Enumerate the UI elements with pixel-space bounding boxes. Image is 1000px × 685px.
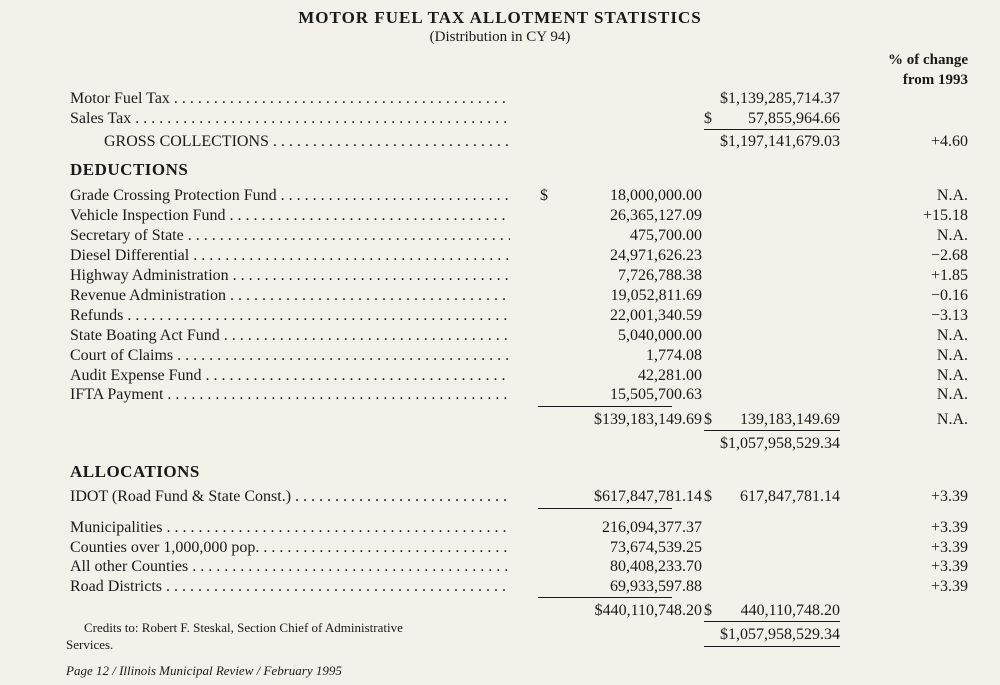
credits-line2: Services. — [66, 637, 114, 652]
row-amount: 7,726,788.38 — [618, 267, 702, 284]
row-label: Court of Claims . . . — [70, 346, 510, 366]
row-amount: $1,139,285,714.37 — [720, 90, 840, 107]
table-row — [70, 306, 970, 326]
row-label: Refunds . . . — [70, 306, 510, 326]
page-subtitle: (Distribution in CY 94) — [429, 29, 571, 45]
row-amount: 1,774.08 — [646, 347, 702, 364]
row-total-col1: $440,110,748.20 — [594, 602, 702, 619]
row-amount: $1,197,141,679.03 — [720, 133, 840, 150]
row-pct: −2.68 — [930, 247, 968, 264]
row-label: Grade Crossing Protection Fund . . . — [70, 186, 510, 206]
row-pct: +4.60 — [930, 133, 968, 150]
row-amount: 73,674,539.25 — [610, 539, 702, 556]
dollar-sign: $ — [704, 488, 712, 505]
sum-rule — [538, 597, 672, 598]
pct-change-header — [888, 50, 968, 90]
row-amount: 57,855,964.66 — [748, 110, 840, 127]
row-amount: 24,971,626.23 — [610, 247, 702, 264]
table-row — [70, 206, 970, 226]
dollar-sign: $ — [704, 110, 712, 127]
row-label: IDOT (Road Fund & State Const.) . . . — [70, 487, 510, 507]
row-total-col2: 139,183,149.69 — [740, 411, 840, 428]
row-pct: +3.39 — [930, 488, 968, 505]
row-label: Secretary of State . . . — [70, 226, 510, 246]
row-label: Vehicle Inspection Fund . . . — [70, 206, 510, 226]
table-row — [70, 538, 970, 558]
table-row — [70, 346, 970, 366]
dollar-sign: $ — [540, 187, 548, 204]
row-pct: N.A. — [936, 227, 968, 244]
pct-header-line1: % of change — [888, 52, 968, 68]
row-amount: 19,052,811.69 — [610, 287, 702, 304]
row-label: Motor Fuel Tax . . . — [70, 89, 510, 109]
row-amount-col1: $617,847,781.14 — [594, 488, 702, 505]
row-amount: 5,040,000.00 — [618, 327, 702, 344]
row-net-amount: $1,057,958,529.34 — [720, 626, 840, 643]
row-label: State Boating Act Fund . . . — [70, 326, 510, 346]
row-total-col2: 440,110,748.20 — [740, 602, 840, 619]
row-amount-col2: 617,847,781.14 — [740, 488, 840, 505]
deductions-heading: DEDUCTIONS — [70, 160, 189, 179]
row-pct: N.A. — [936, 411, 968, 428]
row-label: IFTA Payment . . . — [70, 385, 510, 405]
row-label: All other Counties . . . — [70, 557, 510, 577]
credits-note — [66, 619, 506, 653]
row-label: Sales Tax . . . — [70, 109, 510, 129]
page-title: MOTOR FUEL TAX ALLOTMENT STATISTICS — [298, 8, 702, 27]
row-label: Revenue Administration . . . — [70, 286, 510, 306]
row-pct: N.A. — [936, 187, 968, 204]
pct-header-line2: from 1993 — [902, 72, 968, 88]
row-idot — [70, 487, 970, 507]
row-label: Audit Expense Fund . . . — [70, 366, 510, 386]
row-pct: +3.39 — [930, 558, 968, 575]
table-row — [70, 186, 970, 206]
page-footer: Page 12 / Illinois Municipal Review / February 1995 — [66, 663, 342, 678]
row-amount: 216,094,377.37 — [602, 519, 702, 536]
row-pct: N.A. — [936, 347, 968, 364]
row-pct: +3.39 — [930, 539, 968, 556]
row-allocations-total — [70, 601, 970, 621]
row-gross-collections — [70, 132, 970, 152]
row-label: Municipalities . . . — [70, 518, 510, 538]
table-row — [70, 366, 970, 386]
row-deductions-total — [70, 410, 970, 430]
table-row — [70, 326, 970, 346]
row-amount: 15,505,700.63 — [610, 386, 702, 403]
dollar-sign: $ — [704, 602, 712, 619]
table-row — [70, 577, 970, 597]
row-amount: 80,408,233.70 — [610, 558, 702, 575]
row-deductions-net — [70, 434, 970, 454]
row-amount: 475,700.00 — [630, 227, 702, 244]
sum-rule — [704, 430, 840, 431]
row-pct: N.A. — [936, 367, 968, 384]
sum-rule — [704, 621, 840, 622]
row-amount: 26,365,127.09 — [610, 207, 702, 224]
row-pct: +3.39 — [930, 578, 968, 595]
sum-rule — [538, 406, 672, 407]
row-amount: 69,933,597.88 — [610, 578, 702, 595]
row-label: GROSS COLLECTIONS . . . — [70, 132, 510, 152]
row-motor-fuel-tax — [70, 89, 970, 109]
row-label: Road Districts . . . — [70, 577, 510, 597]
row-amount: 18,000,000.00 — [610, 187, 702, 204]
sum-rule — [704, 129, 840, 130]
row-label: Diesel Differential . . . — [70, 246, 510, 266]
row-pct: +1.85 — [930, 267, 968, 284]
table-row — [70, 266, 970, 286]
table-row — [70, 557, 970, 577]
table-row — [70, 518, 970, 538]
row-pct: +3.39 — [930, 519, 968, 536]
sum-rule — [704, 646, 840, 647]
row-label: Counties over 1,000,000 pop. . . . — [70, 538, 510, 558]
sum-rule — [538, 508, 672, 509]
table-row — [70, 246, 970, 266]
dollar-sign: $ — [704, 411, 712, 428]
table-row — [70, 226, 970, 246]
row-pct: +15.18 — [922, 207, 968, 224]
allocations-heading: ALLOCATIONS — [70, 462, 200, 481]
row-amount: 22,001,340.59 — [610, 307, 702, 324]
row-total-col1: $139,183,149.69 — [594, 411, 702, 428]
credits-line1: Credits to: Robert F. Steskal, Section Chief of Administrative — [84, 620, 403, 635]
row-pct: N.A. — [936, 327, 968, 344]
row-pct: N.A. — [936, 386, 968, 403]
row-net-amount: $1,057,958,529.34 — [720, 435, 840, 452]
row-sales-tax — [70, 109, 970, 129]
row-amount: 42,281.00 — [638, 367, 702, 384]
row-pct: −3.13 — [930, 307, 968, 324]
row-pct: −0.16 — [930, 287, 968, 304]
row-label: Highway Administration . . . — [70, 266, 510, 286]
table-row — [70, 385, 970, 405]
table-row — [70, 286, 970, 306]
